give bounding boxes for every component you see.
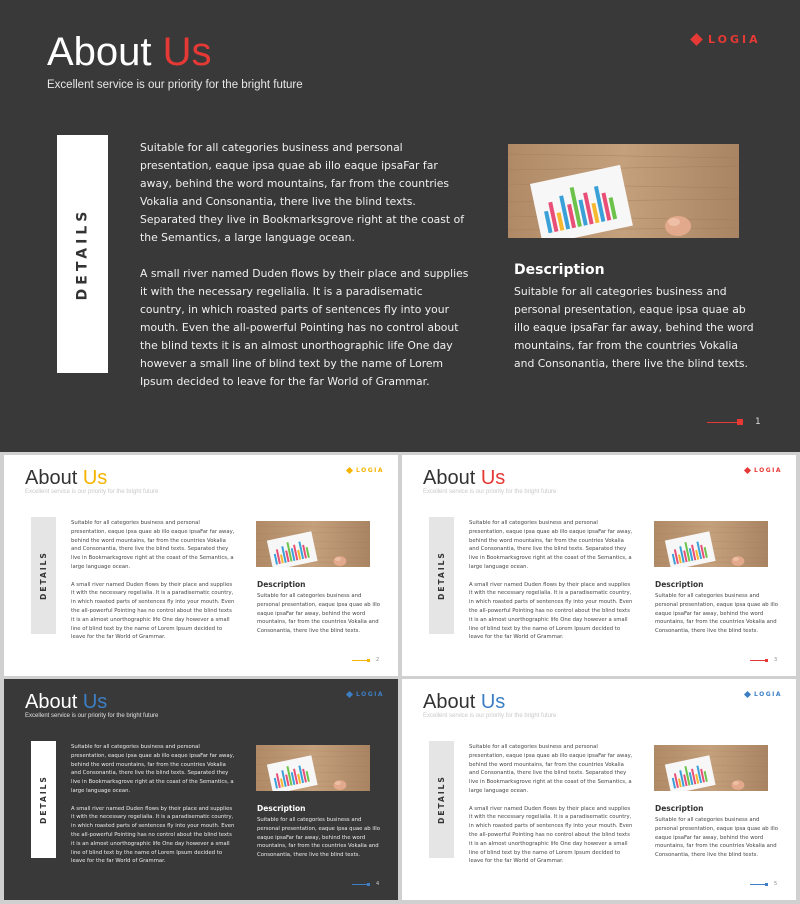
photo-illustration	[256, 745, 370, 791]
paragraph-1: Suitable for all categories business and personal presentation, eaque ipsa quae ab illo eaque ipsaFar far away, behind the word mountains, far from the countries Vokalia and Consonantia, there live the blind texts. Separated they live in Bookmarksgrove right at the coast of the Semantics, a large language ocean.	[140, 141, 464, 244]
slide-thumbnail-yellow[interactable]	[4, 455, 398, 676]
details-tab	[429, 741, 454, 858]
logo-text: LOGIA	[754, 691, 783, 698]
logo	[347, 691, 384, 698]
body-text	[71, 519, 236, 651]
details-tab-label: DETAILS	[39, 775, 49, 824]
body-text	[71, 743, 236, 875]
page-indicator-line	[352, 660, 367, 661]
logo	[745, 691, 782, 698]
body-text	[469, 743, 634, 875]
page-indicator	[750, 657, 777, 663]
title-word-us: Us	[82, 467, 108, 489]
page-number: 3	[774, 657, 778, 663]
photo-desk-chart	[654, 745, 768, 791]
page-number: 2	[376, 657, 380, 663]
description-heading: Description	[655, 580, 704, 589]
diamond-icon	[346, 691, 353, 698]
logo-text: LOGIA	[708, 33, 761, 46]
paragraph-2: A small river named Duden flows by their place and supplies it with the necessary regelialia. It is a paradisematic country, in which roasted parts of sentences fly into your mouth. Even the all-powerful Pointing has no control about the blind texts it is an almost unorthographic life One day however a small line of blind text by the name of Lorem Ipsum decided to leave for the far World of Grammar.	[469, 805, 633, 865]
title-word-about: About	[47, 30, 152, 74]
title-word-about: About	[25, 467, 78, 489]
slide-thumbnail-dark-blue[interactable]	[4, 679, 398, 900]
slide-subtitle: Excellent service is our priority for the bright future	[423, 489, 557, 495]
details-tab	[31, 741, 56, 858]
diamond-icon	[744, 691, 751, 698]
square-icon	[367, 883, 370, 886]
diamond-icon	[690, 33, 703, 46]
description-text: Suitable for all categories business and personal presentation, eaque ipsa quae ab illo eaque ipsaFar far away, behind the word mountains, far from the countries Vokalia and Consonantia, there live the blind texts.	[257, 593, 380, 635]
details-tab-label: DETAILS	[74, 207, 91, 301]
photo-desk-chart	[654, 521, 768, 567]
details-tab	[429, 517, 454, 634]
title-word-us: Us	[480, 467, 506, 489]
square-icon	[765, 883, 768, 886]
logo	[745, 467, 782, 474]
paragraph-1: Suitable for all categories business and personal presentation, eaque ipsa quae ab illo eaque ipsaFar far away, behind the word mountains, far from the countries Vokalia and Consonantia, there live the blind texts. Separated they live in Bookmarksgrove right at the coast of the Semantics, a large language ocean.	[71, 744, 235, 794]
title-word-us: Us	[480, 691, 506, 713]
title-word-about: About	[423, 467, 476, 489]
slide-title	[25, 691, 107, 714]
slide-thumbnail-blue[interactable]	[402, 679, 796, 900]
diamond-icon	[346, 467, 353, 474]
page-indicator-line	[750, 884, 765, 885]
description-heading: Description	[655, 804, 704, 813]
paragraph-1: Suitable for all categories business and personal presentation, eaque ipsa quae ab illo eaque ipsaFar far away, behind the word mountains, far from the countries Vokalia and Consonantia, there live the blind texts. Separated they live in Bookmarksgrove right at the coast of the Semantics, a large language ocean.	[71, 520, 235, 570]
logo-text: LOGIA	[754, 467, 783, 474]
paragraph-1: Suitable for all categories business and personal presentation, eaque ipsa quae ab illo eaque ipsaFar far away, behind the word mountains, far from the countries Vokalia and Consonantia, there live the blind texts. Separated they live in Bookmarksgrove right at the coast of the Semantics, a large language ocean.	[469, 744, 633, 794]
slide-subtitle: Excellent service is our priority for the bright future	[423, 713, 557, 719]
title-word-about: About	[423, 691, 476, 713]
page-indicator	[707, 417, 761, 427]
paragraph-2: A small river named Duden flows by their place and supplies it with the necessary regelialia. It is a paradisematic country, in which roasted parts of sentences fly into your mouth. Even the all-powerful Pointing has no control about the blind texts it is an almost unorthographic life One day however a small line of blind text by the name of Lorem Ipsum decided to leave for the far World of Grammar.	[71, 805, 235, 865]
logo	[692, 33, 761, 46]
photo-desk-chart	[256, 745, 370, 791]
page-number: 4	[376, 881, 380, 887]
square-icon	[765, 659, 768, 662]
slide-title	[25, 467, 107, 490]
page-number: 1	[755, 417, 761, 427]
photo-illustration	[654, 521, 768, 567]
body-text	[469, 519, 634, 651]
square-icon	[737, 419, 743, 425]
page-indicator-line	[707, 422, 737, 423]
logo-text: LOGIA	[356, 467, 385, 474]
diamond-icon	[744, 467, 751, 474]
page-indicator	[352, 881, 379, 887]
details-tab	[31, 517, 56, 634]
description-text: Suitable for all categories business and personal presentation, eaque ipsa quae ab illo eaque ipsaFar far away, behind the word mountains, far from the countries Vokalia and Consonantia, there live the blind texts.	[257, 817, 380, 859]
description-text: Suitable for all categories business and personal presentation, eaque ipsa quae ab illo eaque ipsaFar far away, behind the word mountains, far from the countries Vokalia and Consonantia, there live the blind texts.	[655, 593, 778, 635]
details-tab-label: DETAILS	[437, 551, 447, 600]
body-text	[140, 139, 470, 409]
photo-illustration	[256, 521, 370, 567]
description-text: Suitable for all categories business and personal presentation, eaque ipsa quae ab illo eaque ipsaFar far away, behind the word mountains, far from the countries Vokalia and Consonantia, there live the blind texts.	[655, 817, 778, 859]
title-word-about: About	[25, 691, 78, 713]
page-indicator-line	[750, 660, 765, 661]
slide-title	[423, 467, 505, 490]
slide-thumbnail-red[interactable]	[402, 455, 796, 676]
page-indicator	[750, 881, 777, 887]
details-tab-label: DETAILS	[39, 551, 49, 600]
photo-desk-chart	[508, 144, 739, 238]
details-tab	[57, 135, 108, 373]
paragraph-2: A small river named Duden flows by their place and supplies it with the necessary regelialia. It is a paradisematic country, in which roasted parts of sentences fly into your mouth. Even the all-powerful Pointing has no control about the blind texts it is an almost unorthographic life One day however a small line of blind text by the name of Lorem Ipsum decided to leave for the far World of Grammar.	[71, 581, 235, 641]
description-heading: Description	[257, 804, 306, 813]
details-tab-label: DETAILS	[437, 775, 447, 824]
logo	[347, 467, 384, 474]
slide-title	[47, 30, 212, 75]
paragraph-2: A small river named Duden flows by their place and supplies it with the necessary regelialia. It is a paradisematic country, in which roasted parts of sentences fly into your mouth. Even the all-powerful Pointing has no control about the blind texts it is an almost unorthographic life One day however a small line of blind text by the name of Lorem Ipsum decided to leave for the far World of Grammar.	[140, 267, 469, 388]
description-text: Suitable for all categories business and personal presentation, eaque ipsa quae ab illo eaque ipsaFar far away, behind the word mountains, far from the countries Vokalia and Consonantia, there live the blind texts.	[514, 285, 754, 370]
page-indicator	[352, 657, 379, 663]
title-word-us: Us	[82, 691, 108, 713]
page-number: 5	[774, 881, 778, 887]
photo-desk-chart	[256, 521, 370, 567]
slide-subtitle: Excellent service is our priority for the bright future	[25, 489, 159, 495]
square-icon	[367, 659, 370, 662]
description-heading: Description	[257, 580, 306, 589]
paragraph-1: Suitable for all categories business and personal presentation, eaque ipsa quae ab illo eaque ipsaFar far away, behind the word mountains, far from the countries Vokalia and Consonantia, there live the blind texts. Separated they live in Bookmarksgrove right at the coast of the Semantics, a large language ocean.	[469, 520, 633, 570]
slide-title	[423, 691, 505, 714]
page-indicator-line	[352, 884, 367, 885]
title-word-us: Us	[162, 30, 212, 74]
paragraph-2: A small river named Duden flows by their place and supplies it with the necessary regelialia. It is a paradisematic country, in which roasted parts of sentences fly into your mouth. Even the all-powerful Pointing has no control about the blind texts it is an almost unorthographic life One day however a small line of blind text by the name of Lorem Ipsum decided to leave for the far World of Grammar.	[469, 581, 633, 641]
slide-subtitle: Excellent service is our priority for the bright future	[47, 79, 303, 91]
photo-illustration	[654, 745, 768, 791]
description-heading: Description	[514, 262, 605, 278]
slide-subtitle: Excellent service is our priority for the bright future	[25, 713, 159, 719]
photo-illustration	[508, 144, 739, 238]
logo-text: LOGIA	[356, 691, 385, 698]
